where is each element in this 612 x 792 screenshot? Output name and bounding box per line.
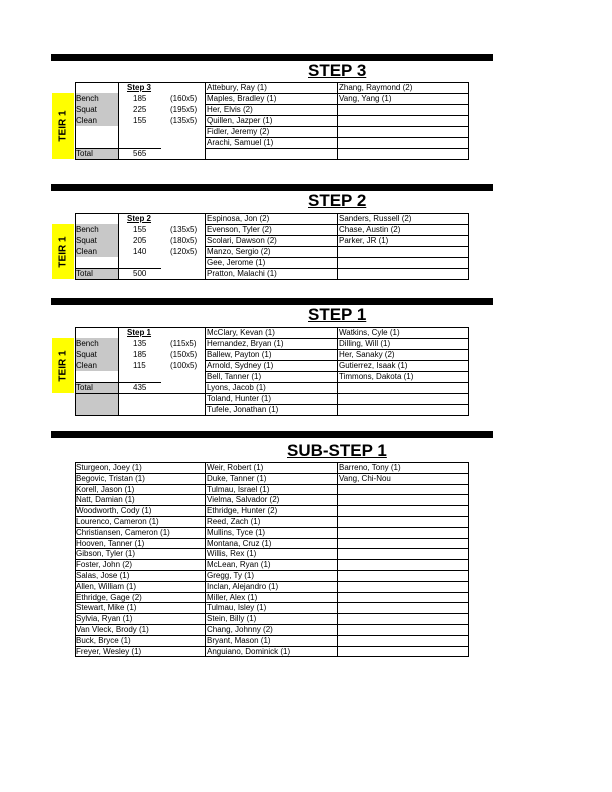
athlete-name: Tulmau, Israel (1): [207, 485, 270, 494]
lift-weight: 115: [133, 361, 146, 370]
lift-name: Bench: [76, 225, 99, 234]
athlete-name: Lyons, Jacob (1): [207, 383, 266, 392]
lift-weight: 225: [133, 105, 147, 114]
lift-name: Squat: [76, 350, 97, 359]
athlete-name: Hernandez, Bryan (1): [207, 339, 284, 348]
lift-weight: 205: [133, 236, 147, 245]
grid-line: [118, 279, 205, 280]
lift-weight: 185: [133, 94, 147, 103]
athlete-name: Salas, Jose (1): [76, 571, 130, 580]
athlete-name: Pratton, Malachi (1): [207, 269, 277, 278]
section-divider-bar: [51, 184, 493, 191]
athlete-name: Sanders, Russell (2): [339, 214, 412, 223]
lift-weight: 185: [133, 350, 147, 359]
athlete-name: Christiansen, Cameron (1): [76, 528, 170, 537]
lift-scheme: (115x5): [170, 339, 197, 348]
athlete-name: Bell, Tanner (1): [207, 372, 262, 381]
athlete-name: Willis, Rex (1): [207, 549, 257, 558]
athlete-name: Reed, Zach (1): [207, 517, 261, 526]
grid-line: [118, 159, 205, 160]
lift-scheme: (150x5): [170, 350, 198, 359]
athlete-name: Ballew, Payton (1): [207, 350, 272, 359]
grid-line: [75, 159, 118, 160]
athlete-name: Arnold, Sydney (1): [207, 361, 274, 370]
athlete-name: Barreno, Tony (1): [339, 463, 401, 472]
athlete-name: Anguiano, Dominick (1): [207, 647, 291, 656]
total-value: 565: [133, 149, 147, 158]
grid-line: [205, 148, 469, 149]
athlete-name: Arachi, Samuel (1): [207, 138, 274, 147]
lift-scheme: (120x5): [170, 247, 198, 256]
grid-line: [118, 213, 119, 280]
lift-scheme: (135x5): [170, 225, 198, 234]
athlete-name: Gibson, Tyler (1): [76, 549, 135, 558]
athlete-name: Natt, Damian (1): [76, 495, 135, 504]
athlete-name: Gutierrez, Isaak (1): [339, 361, 408, 370]
athlete-name: Sturgeon, Joey (1): [76, 463, 142, 472]
athlete-name: Montana, Cruz (1): [207, 539, 272, 548]
athlete-name: Mullins, Tyce (1): [207, 528, 266, 537]
step-label: Step 1: [127, 328, 152, 337]
grid-line: [75, 613, 469, 614]
total-label: Total: [76, 383, 93, 392]
athlete-name: Van Vleck, Brody (1): [76, 625, 149, 634]
total-label: Total: [76, 149, 93, 158]
lift-scheme: (135x5): [170, 116, 198, 125]
total-value: 435: [133, 383, 147, 392]
tier-text: TEIR 1: [57, 110, 69, 142]
step-label: Step 2: [127, 214, 152, 223]
athlete-name: Foster, John (2): [76, 560, 133, 569]
athlete-name: Dilling, Will (1): [339, 339, 391, 348]
athlete-name: Tufele, Jonathan (1): [207, 405, 279, 414]
athlete-name: Sylvia, Ryan (1): [76, 614, 133, 623]
athlete-name: Vang, Chi-Nou: [339, 474, 391, 483]
athlete-name: Begovic, Tristan (1): [76, 474, 145, 483]
step3-title: STEP 3: [308, 61, 367, 80]
athlete-name: Espinosa, Jon (2): [207, 214, 270, 223]
athlete-name: Allen, William (1): [76, 582, 137, 591]
lift-weight: 155: [133, 225, 147, 234]
lift-scheme: (100x5): [170, 361, 198, 370]
athlete-name: Inclan, Alejandro (1): [207, 582, 279, 591]
lift-name: Clean: [76, 361, 97, 370]
step1-tier-label: [52, 338, 74, 393]
athlete-name: Watkins, Cyle (1): [339, 328, 400, 337]
athlete-name: Maples, Bradley (1): [207, 94, 277, 103]
athlete-name: Her, Sanaky (2): [339, 350, 395, 359]
lift-name: Clean: [76, 116, 97, 125]
step1-title: STEP 1: [308, 305, 367, 324]
athlete-name: Ethridge, Gage (2): [76, 593, 142, 602]
lift-weight: 155: [133, 116, 147, 125]
athlete-name: Her, Elvis (2): [207, 105, 253, 114]
total-label: Total: [76, 269, 93, 278]
athlete-name: Chase, Austin (2): [339, 225, 401, 234]
athlete-name: Evenson, Tyler (2): [207, 225, 272, 234]
athlete-name: Fidler, Jeremy (2): [207, 127, 270, 136]
athlete-name: McLean, Ryan (1): [207, 560, 271, 569]
grid-line: [75, 559, 469, 560]
athlete-name: Vang, Yang (1): [339, 94, 392, 103]
lift-scheme: (195x5): [170, 105, 198, 114]
athlete-name: Timmons, Dakota (1): [339, 372, 414, 381]
lift-scheme: (160x5): [170, 94, 198, 103]
athlete-name: Ethridge, Hunter (2): [207, 506, 278, 515]
athlete-name: Quillen, Jazper (1): [207, 116, 273, 125]
athlete-name: Chang, Johnny (2): [207, 625, 273, 634]
lift-name: Clean: [76, 247, 97, 256]
lift-weight: 140: [133, 247, 147, 256]
lift-scheme: (180x5): [170, 236, 198, 245]
lift-name: Bench: [76, 94, 99, 103]
grid-line: [75, 393, 118, 394]
athlete-name: Buck, Bryce (1): [76, 636, 131, 645]
athlete-name: Attebury, Ray (1): [207, 83, 267, 92]
total-value: 500: [133, 269, 147, 278]
grid-line: [75, 635, 469, 636]
step3-tier-label: [52, 93, 74, 159]
step2-tier-label: [52, 224, 74, 279]
athlete-name: Vielma, Salvador (2): [207, 495, 280, 504]
athlete-name: Miller, Alex (1): [207, 593, 258, 602]
athlete-name: Stewart, Mike (1): [76, 603, 137, 612]
athlete-name: Stein, Billy (1): [207, 614, 257, 623]
athlete-name: McClary, Kevan (1): [207, 328, 275, 337]
athlete-name: Hooven, Tanner (1): [76, 539, 145, 548]
athlete-name: Zhang, Raymond (2): [339, 83, 413, 92]
athlete-name: Toland, Hunter (1): [207, 394, 272, 403]
grid-line: [118, 393, 205, 394]
athlete-name: Bryant, Mason (1): [207, 636, 271, 645]
athlete-name: Scolari, Dawson (2): [207, 236, 277, 245]
athlete-name: Gregg, Ty (1): [207, 571, 254, 580]
label-column-fill: [75, 393, 118, 415]
athlete-name: Korell, Jason (1): [76, 485, 135, 494]
lift-name: Squat: [76, 105, 97, 114]
lift-name: Bench: [76, 339, 99, 348]
athlete-name: Freyer, Wesley (1): [76, 647, 142, 656]
tier-text: TEIR 1: [57, 235, 69, 268]
athlete-name: Duke, Tanner (1): [207, 474, 267, 483]
athlete-name: Tulmau, Isley (1): [207, 603, 267, 612]
athlete-name: Parker, JR (1): [339, 236, 389, 245]
lift-name: Squat: [76, 236, 97, 245]
grid-line: [118, 327, 119, 416]
tier-text: TEIR 1: [57, 349, 69, 382]
athlete-name: Manzo, Sergio (2): [207, 247, 271, 256]
step-label: Step 3: [127, 83, 152, 92]
grid-line: [75, 279, 118, 280]
section-divider-bar: [51, 431, 493, 438]
athlete-name: Woodworth, Cody (1): [76, 506, 152, 515]
grid-line: [75, 570, 469, 571]
lift-weight: 135: [133, 339, 147, 348]
athlete-name: Weir, Robert (1): [207, 463, 264, 472]
athlete-name: Lourenco, Cameron (1): [76, 517, 159, 526]
step2-title: STEP 2: [308, 191, 367, 210]
athlete-name: Gee, Jerome (1): [207, 258, 266, 267]
grid-line: [75, 415, 469, 416]
section-divider-bar: [51, 298, 493, 305]
substep1-title: SUB-STEP 1: [287, 441, 387, 460]
section-divider-bar: [51, 54, 493, 61]
